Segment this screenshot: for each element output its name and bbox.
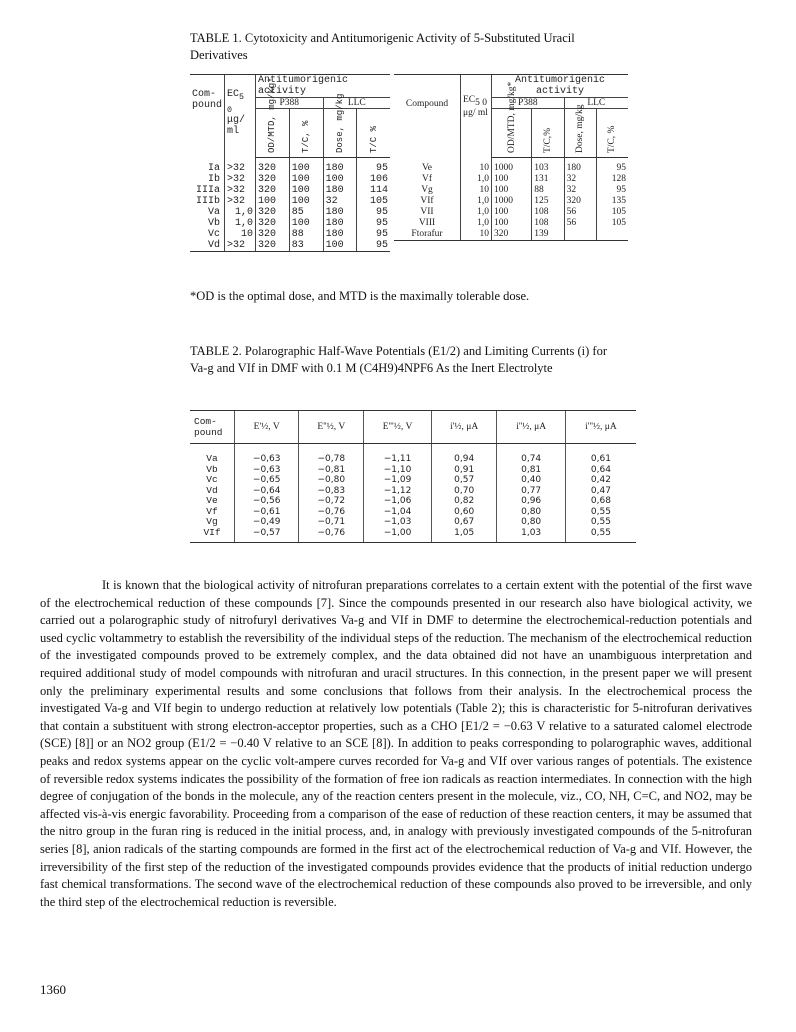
od-mtd-col: OD/MTD, mg/kg*	[267, 77, 278, 153]
cell: 85	[289, 207, 323, 218]
cell: 1,0	[225, 218, 256, 229]
col-header-e2: E''½, V	[299, 411, 364, 444]
cell: 0,68	[565, 496, 636, 507]
cell: 0,61	[565, 444, 636, 465]
cell: Vb	[206, 463, 218, 475]
table-row	[394, 218, 628, 229]
cell: −1,04	[364, 507, 432, 518]
tc1-col: T/C, %	[301, 120, 312, 153]
cell: 100	[289, 196, 323, 207]
llc-header: LLC	[564, 98, 628, 109]
activity-header: Antitumorigenic activity	[256, 75, 391, 98]
cell: 128	[596, 174, 628, 185]
cell: 95	[357, 207, 390, 218]
cell: 0,70	[431, 486, 496, 497]
p388-header: P388	[256, 98, 324, 109]
table-row	[190, 517, 636, 528]
cell: 95	[596, 185, 628, 196]
cell: 100	[256, 196, 290, 207]
compound-header: Com- pound	[190, 75, 225, 158]
table-row	[190, 240, 390, 252]
col-header-i2: i''½, μA	[497, 411, 565, 444]
activity-header: Antitumorigenic activity	[492, 75, 629, 98]
cell: 56	[564, 218, 596, 229]
cell: −0,76	[299, 507, 364, 518]
cell: −0,49	[235, 517, 299, 528]
cell: 0,80	[497, 507, 565, 518]
table-row	[394, 196, 628, 207]
table2	[190, 410, 636, 543]
cell: IIIa	[195, 185, 220, 196]
cell: Vc	[206, 474, 218, 485]
cell: Vf	[206, 505, 218, 517]
cell: −1,10	[364, 465, 432, 476]
cell: 103	[532, 158, 564, 175]
cell: 0,81	[497, 465, 565, 476]
cell: −0,83	[299, 486, 364, 497]
cell: VIII	[418, 218, 436, 228]
cell: 0,94	[431, 444, 496, 465]
cell: 320	[256, 218, 290, 229]
cell: 32	[323, 196, 357, 207]
table-row	[190, 528, 636, 543]
table-row	[190, 507, 636, 518]
cell: 100	[492, 185, 532, 196]
col-header-e3: E'''½, V	[364, 411, 432, 444]
cell: 320	[492, 229, 532, 241]
cell: 180	[323, 218, 357, 229]
cell: 0,55	[565, 528, 636, 543]
dose-col: Dose, mg/kg	[334, 93, 345, 153]
ec50-header	[461, 75, 492, 158]
cell: 320	[256, 158, 290, 175]
table-row	[190, 158, 390, 175]
cell: 10	[461, 185, 492, 196]
cell: 1,0	[461, 174, 492, 185]
cell: 10	[461, 158, 492, 175]
cell: −0,81	[299, 465, 364, 476]
table-row	[394, 229, 628, 241]
cell: 105	[596, 218, 628, 229]
cell: Vg	[206, 516, 218, 527]
cell: 0,67	[431, 517, 496, 528]
cell: 108	[532, 207, 564, 218]
cell: Ftorafur	[394, 229, 461, 241]
cell: 0,40	[497, 475, 565, 486]
cell: Vb	[207, 218, 220, 229]
p388-header: P388	[492, 98, 565, 109]
cell	[564, 229, 596, 241]
table2-caption: TABLE 2. Polarographic Half-Wave Potentials (E1/2) and Limiting Currents (i) for Va-g and VIf in DMF with 0.1 M (C4H9)4NPF6 As the Inert Electrolyte	[190, 344, 607, 375]
cell: 0,80	[497, 517, 565, 528]
cell: Va	[207, 207, 220, 218]
cell: Ia	[207, 162, 220, 174]
cell: 0,55	[565, 507, 636, 518]
cell: 0,77	[497, 486, 565, 497]
cell: 0,42	[565, 475, 636, 486]
ec50-label: EC	[463, 95, 476, 105]
cell: 139	[532, 229, 564, 241]
cell: 320	[256, 174, 290, 185]
cell: 1000	[492, 196, 532, 207]
ec50-label: EC	[227, 89, 240, 100]
cell: 0,57	[431, 475, 496, 486]
cell: 180	[564, 158, 596, 175]
cell: −0,57	[235, 528, 299, 543]
cell: −0,80	[299, 475, 364, 486]
cell: 32	[564, 185, 596, 196]
table-row	[190, 185, 390, 196]
cell: −0,76	[299, 528, 364, 543]
cell: Va	[206, 453, 218, 464]
cell: 180	[323, 229, 357, 240]
table-row	[190, 475, 636, 486]
ec50-sub: 5 0	[475, 98, 488, 108]
cell: Vd	[206, 484, 218, 496]
cell: 320	[256, 207, 290, 218]
cell: 100	[289, 218, 323, 229]
cell: 108	[532, 218, 564, 229]
cell: 1,0	[225, 207, 256, 218]
table-row	[190, 496, 636, 507]
cell: 95	[596, 158, 628, 175]
cell: Vg	[421, 185, 433, 195]
cell: 135	[596, 196, 628, 207]
cell: −1,11	[364, 444, 432, 465]
table-row	[190, 196, 390, 207]
cell: 0,96	[497, 496, 565, 507]
cell: 32	[564, 174, 596, 185]
body-paragraph: It is known that the biological activity of nitrofuran preparations correlates to a certain extent with the potential of the first wave of the electrochemical reduction of these compounds [7]. Since the compounds presented in our research also have biological activity, we carried out a polarographic study of nitrofuryl derivatives Va-g and VIf in DMF to determine the electrochemical-reduction potentials and used cyclic voltammetry to establish the reversibility of the individual steps of the reduction. The mechanism of the electrochemical reduction of the investigated compounds proved to be extremely complex, and the data obtained did not have an unambiguous interpretation and required additional study of model compounds with nitrofuran and uracil structures. In this connection, in the present paper we will present only the preliminary experimental results and some conclusions that follows from their analysis. In the electrochemical process the investigated Va-g and VIf begin to undergo reduction at relatively low potentials (Table 2); this is characteristic for 5-nitrofuran derivatives that contain a substituent with strong electron-acceptor properties, such as a CHO [E1/2 = −0.63 V relative to a saturated calomel electrode (SCE) [8]] or an NO2 group (E1/2 = −0.40 V relative to an SCE [8]). In addition to peaks corresponding to polarographic waves, additional peaks and redox systems appear on the cyclic volt-ampere curves recorded for Va-g and VIf over various ranges of potentials. The existence of reversible redox systems indicates the possibility of the formation of free ion radicals as reaction intermediates. In connection with the high degree of conjugation of the bonds in the molecule, any of the reaction centers present in the molecule, viz., CO, NH, C=C, and NO2, may be affected vis-à-vis energic favorability. Proceeding from a comparison of the ease of reduction of these reaction centers, it may be assumed that the nitro group in the furan ring is reduced in the initial process, and, in analogy with previously investigated compounds of the 5-nitrofuran series [8], anion radicals of the starting compounds are formed in the first act of the electrochemical reduction of Va-g and VIf. However, the irreversibility of the first step of the reduction of the investigated compounds provides evidence that the products of initial reduction undergo fast chemical transformations. The second wave of the electrochemical reduction of these compounds also proved to be irreversible, and only the third step of the electrochemical reduction is reversible.	[40, 578, 752, 909]
cell: Ve	[206, 495, 218, 506]
cell: VII	[420, 207, 434, 217]
cell: 1,0	[461, 218, 492, 229]
cell: 320	[256, 185, 290, 196]
cell: 0,91	[431, 465, 496, 476]
cell: 100	[289, 158, 323, 175]
compound-header: Compound	[394, 75, 461, 158]
cell: 180	[323, 158, 357, 175]
col-header-i3: i'''½, μA	[565, 411, 636, 444]
table-row	[394, 207, 628, 218]
cell: 95	[357, 158, 390, 175]
ec50-unit: μg/ ml	[463, 108, 488, 118]
cell: −0,63	[235, 444, 299, 465]
cell: >32	[225, 185, 256, 196]
cell: −1,03	[364, 517, 432, 528]
cell: >32	[225, 196, 256, 207]
cell: IIIb	[195, 196, 220, 207]
cell: Vd	[190, 240, 225, 252]
od-mtd-col: OD/MTD, mg/kg*	[506, 81, 517, 153]
cell: VIf	[190, 528, 235, 543]
table-row	[394, 174, 628, 185]
cell: −0,63	[235, 465, 299, 476]
cell: 100	[323, 240, 357, 252]
cell: Vc	[207, 229, 220, 240]
cell: −1,06	[364, 496, 432, 507]
cell: 100	[289, 185, 323, 196]
cell: −1,09	[364, 475, 432, 486]
col-header-i1: i'½, μA	[431, 411, 496, 444]
cell: 100	[492, 174, 532, 185]
cell: 320	[256, 240, 290, 252]
table1-caption: TABLE 1. Cytotoxicity and Antitumorigenic Activity of 5-Substituted Uracil Derivatives	[190, 31, 575, 62]
cell: 100	[323, 174, 357, 185]
cell: 100	[289, 174, 323, 185]
page-number: 1360	[40, 982, 66, 997]
cell: 1,03	[497, 528, 565, 543]
cell: 180	[323, 207, 357, 218]
cell	[596, 229, 628, 241]
cell: 10	[461, 229, 492, 241]
cell: 0,74	[497, 444, 565, 465]
table-row	[190, 486, 636, 497]
cell: >32	[225, 174, 256, 185]
cell: 1,0	[461, 207, 492, 218]
cell: 320	[256, 229, 290, 240]
col-header-compound: Com- pound	[190, 411, 235, 444]
cell: −0,64	[235, 486, 299, 497]
cell: 0,60	[431, 507, 496, 518]
cell: −0,56	[235, 496, 299, 507]
tc2-col: T/C %	[368, 125, 379, 153]
cell: 100	[492, 207, 532, 218]
ec50-unit: μg/ ml	[227, 115, 246, 137]
table-row	[190, 444, 636, 465]
cell: 100	[492, 218, 532, 229]
table-row	[190, 229, 390, 240]
cell: 0,47	[565, 486, 636, 497]
cell: 0,82	[431, 496, 496, 507]
cell: 1000	[492, 158, 532, 175]
tc2-col: T/C, %	[607, 125, 618, 153]
tc1-col: T/C,%	[542, 127, 553, 153]
cell: 56	[564, 207, 596, 218]
cell: >32	[225, 158, 256, 175]
table-row	[394, 185, 628, 196]
table-row	[190, 174, 390, 185]
cell: −0,65	[235, 475, 299, 486]
cell: 95	[357, 229, 390, 240]
cell: 10	[225, 229, 256, 240]
dose-col: Dose, mg/kg	[575, 104, 586, 153]
cell: 106	[357, 174, 390, 185]
llc-header: LLC	[323, 98, 390, 109]
cell: 131	[532, 174, 564, 185]
cell: 105	[357, 196, 390, 207]
cell: Ve	[421, 162, 433, 173]
cell: >32	[225, 240, 256, 252]
table-row	[190, 465, 636, 476]
cell: 0,64	[565, 465, 636, 476]
cell: Vf	[421, 174, 433, 184]
cell: −0,61	[235, 507, 299, 518]
ec50-header	[225, 75, 256, 158]
cell: −0,78	[299, 444, 364, 465]
cell: VIf	[420, 196, 434, 206]
cell: 95	[357, 218, 390, 229]
body-text	[40, 577, 752, 911]
cell: 320	[564, 196, 596, 207]
cell: 180	[323, 185, 357, 196]
cell: −1,12	[364, 486, 432, 497]
table-row	[190, 218, 390, 229]
ec50-sub: 5 0	[227, 92, 245, 115]
cell: 1,0	[461, 196, 492, 207]
cell: 88	[289, 229, 323, 240]
cell: 105	[596, 207, 628, 218]
cell: −0,71	[299, 517, 364, 528]
table-row	[190, 207, 390, 218]
cell: 0,55	[565, 517, 636, 528]
table-row	[394, 158, 628, 175]
cell: 88	[532, 185, 564, 196]
cell: 95	[357, 240, 390, 252]
table1-right	[394, 74, 628, 241]
cell: −0,72	[299, 496, 364, 507]
col-header-e1: E'½, V	[235, 411, 299, 444]
cell: 83	[289, 240, 323, 252]
cell: 1,05	[431, 528, 496, 543]
table1-footnote: *OD is the optimal dose, and MTD is the maximally tolerable dose.	[190, 289, 530, 303]
cell: 114	[357, 185, 390, 196]
cell: −1,00	[364, 528, 432, 543]
cell: Ib	[207, 174, 220, 185]
table1-left	[190, 74, 390, 252]
cell: 125	[532, 196, 564, 207]
